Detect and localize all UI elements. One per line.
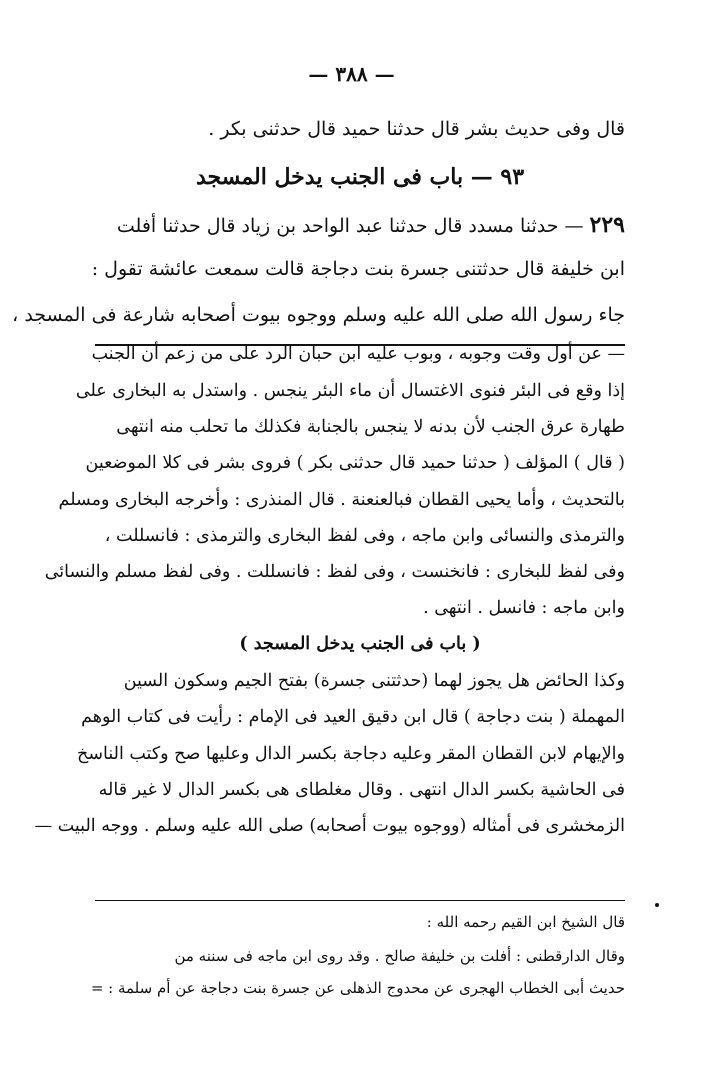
footnote-line: حديث أبى الخطاب الهجرى عن محدوج الذهلى عن جسرة بنت دجاجة عن أم سلمة : = — [90, 979, 625, 997]
commentary-line: المهملة ( بنت دجاجة ) قال ابن دقيق العيد فى الإمام : رأيت فى كتاب الوهم — [81, 707, 625, 727]
commentary-line: إذا وقع فى البئر فنوى الاغتسال أن ماء البئر ينجس . واستدل به البخارى على — [75, 381, 625, 401]
commentary-line: ( قال ) المؤلف ( حدثنا حميد قال حدثنى بكر ) فروى بشر فى كلا الموضعين — [85, 453, 625, 473]
main-line-5: جاء رسول الله صلى الله عليه وسلم ووجوه بيوت أصحابه شارعة فى المسجد ، — [12, 304, 625, 326]
commentary-line: طهارة عرق الجنب لأن بدنه لا ينجس بالجنابة فكذلك ما تحلب منه انتهى — [116, 417, 625, 437]
ink-dot — [655, 903, 659, 907]
commentary-line: وفى لفظ للبخارى : فانخنست ، وفى لفظ : فانسللت . وفى لفظ مسلم والنسائى — [44, 562, 625, 582]
separator-rule-bottom — [95, 900, 625, 901]
commentary-line: بالتحديث ، وأما يحيى القطان فبالعنعنة . قال المنذرى : وأخرجه البخارى ومسلم — [58, 490, 625, 510]
hadith-isnad-start: — حدثنا مسدد قال حدثنا عبد الواحد بن زياد قال حدثنا أفلت — [116, 215, 590, 237]
commentary-subheading: ( باب فى الجنب يدخل المسجد ) — [239, 634, 481, 654]
commentary-line: فى الحاشية بكسر الدال انتهى . وقال مغلطاى هى بكسر الدال لا غير قاله — [98, 780, 625, 800]
footnote-line: قال الشيخ ابن القيم رحمه الله : — [426, 913, 625, 931]
commentary-line: والترمذى والنسائى وابن ماجه ، وفى لفظ البخارى والترمذى : فانسللت ، — [104, 526, 625, 546]
footnote-line: وقال الدارقطنى : أفلت بن خليفة صالح . وقد روى ابن ماجه فى سننه من — [174, 947, 625, 965]
page-number: — ٣٨٨ — — [308, 62, 395, 86]
main-line-4: ابن خليفة قال حدثتنى جسرة بنت دجاجة قالت سمعت عائشة تقول : — [91, 258, 625, 280]
commentary-line: وابن ماجه : فانسل . انتهى . — [423, 598, 625, 618]
commentary-line: — عن أول وقت وجوبه ، وبوب عليه ابن حبان الرد على من زعم أن الجنب — [91, 344, 625, 364]
commentary-line: الزمخشرى فى أمثاله (ووجوه بيوت أصحابه) صلى الله عليه وسلم . ووجه البيت — — [34, 816, 625, 836]
hadith-number: ٢٢٩ — [589, 212, 625, 238]
section-heading: ٩٣ — باب فى الجنب يدخل المسجد — [195, 164, 525, 190]
commentary-line: وكذا الحائض هل يجوز لهما (حدثتنى جسرة) بفتح الجيم وسكون السين — [123, 671, 625, 691]
main-line-1: قال وفى حديث بشر قال حدثنا حميد قال حدثنى بكر . — [208, 118, 625, 140]
commentary-line: والإيهام لابن القطان المقر وعليه دجاجة بكسر الدال وعليها صح وكتب الناسخ — [77, 744, 625, 764]
main-line-3 — [95, 212, 625, 238]
